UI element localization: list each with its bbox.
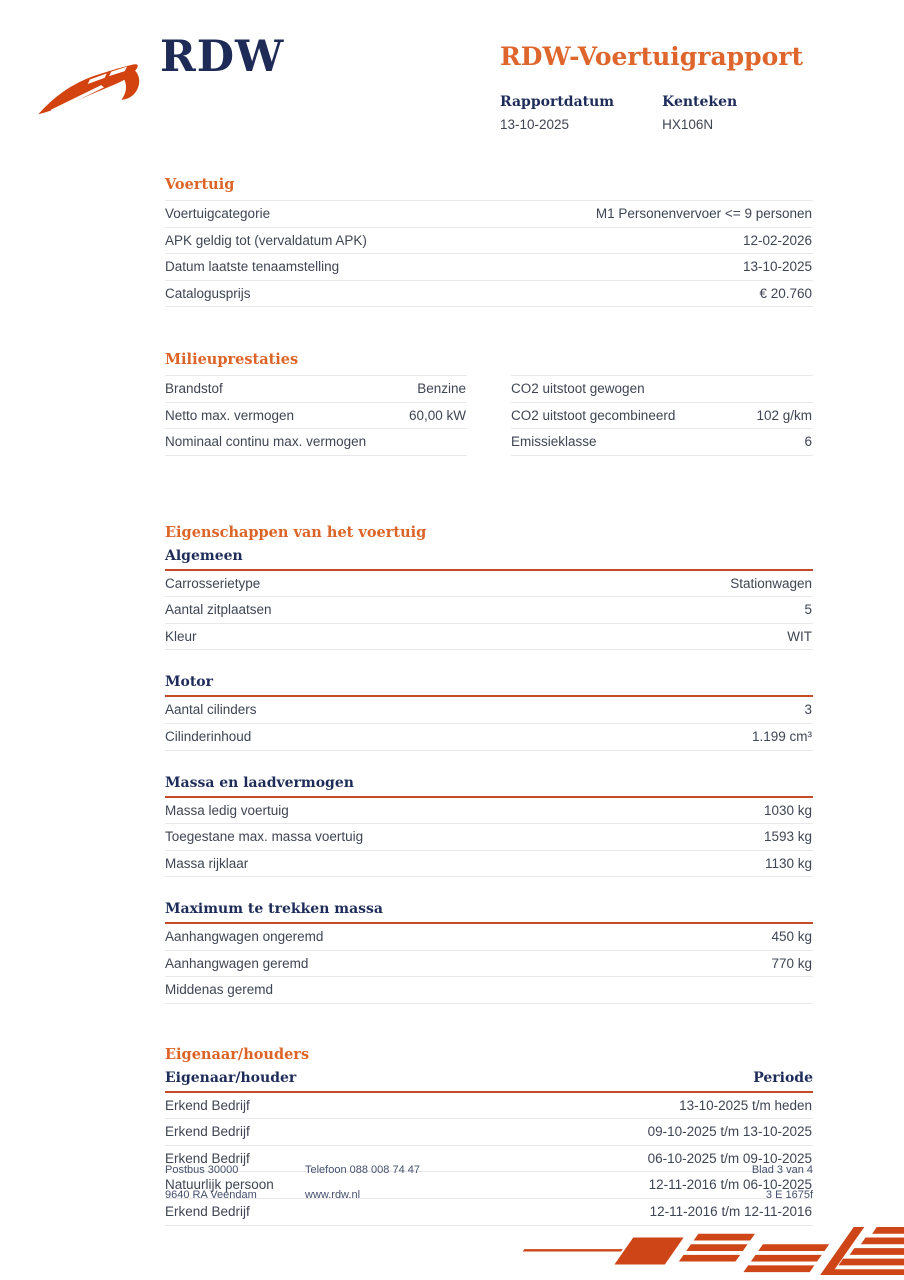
row-label: Erkend Bedrijf xyxy=(165,1124,250,1140)
rdw-speed-stripes-graphic xyxy=(504,1227,904,1280)
section-eigenschappen xyxy=(165,524,813,1004)
row-value: 12-11-2016 t/m 06-10-2025 xyxy=(648,1177,812,1193)
table-row xyxy=(165,597,813,624)
row-label: Aantal zitplaatsen xyxy=(165,602,272,618)
row-value: 770 kg xyxy=(771,955,812,971)
row-label: Natuurlijk persoon xyxy=(165,1177,274,1193)
motor-table xyxy=(165,697,813,750)
table-row xyxy=(165,951,813,978)
row-value: 5 xyxy=(804,602,812,618)
footer-city: 9640 RA Veendam xyxy=(165,1189,257,1201)
table-row xyxy=(165,851,813,878)
massa-table xyxy=(165,798,813,878)
license-plate-value: HX106N xyxy=(662,117,714,132)
footer-phone: Telefoon 088 008 74 47 xyxy=(305,1164,420,1176)
algemeen-table xyxy=(165,571,813,651)
table-row xyxy=(165,281,813,308)
row-label: CO2 uitstoot gewogen xyxy=(511,381,645,397)
row-value: 09-10-2025 t/m 13-10-2025 xyxy=(647,1124,812,1140)
license-plate-block xyxy=(662,94,737,132)
trekken-massa-table xyxy=(165,924,813,1004)
table-row xyxy=(165,924,813,951)
row-label: Middenas geremd xyxy=(165,982,274,998)
milieu-table-left xyxy=(165,375,467,456)
page-footer xyxy=(165,1164,813,1214)
footer-postbus: Postbus 30000 xyxy=(165,1164,239,1176)
row-value: 12-02-2026 xyxy=(742,232,812,248)
row-value: 1593 kg xyxy=(763,829,812,845)
subsection-massa xyxy=(165,775,813,878)
footer-document-code: 3 E 1675f xyxy=(765,1189,813,1201)
rdw-logo-wordmark: RDW xyxy=(160,32,285,82)
table-row xyxy=(165,254,813,281)
subsection-trekken-massa xyxy=(165,901,813,1004)
table-row xyxy=(165,724,813,751)
section-title-milieuprestaties: Milieuprestaties xyxy=(165,351,299,369)
row-label: Voertuigcategorie xyxy=(165,206,271,221)
row-label: Carrosserietype xyxy=(165,575,261,591)
period-column-header: Periode xyxy=(753,1069,813,1086)
row-value: Benzine xyxy=(417,381,466,397)
footer-page-info xyxy=(752,1164,813,1214)
section-title-eigenaar-houders: Eigenaar/houders xyxy=(165,1045,310,1063)
table-row xyxy=(165,1093,813,1120)
section-voertuig xyxy=(165,176,813,307)
subsection-motor xyxy=(165,674,813,750)
subsection-title-algemeen: Algemeen xyxy=(165,548,813,571)
table-row xyxy=(165,403,467,430)
table-row xyxy=(165,228,813,255)
row-value: WIT xyxy=(787,628,812,644)
row-value: 60,00 kW xyxy=(408,407,466,423)
subsection-title-trekken-massa: Maximum te trekken massa xyxy=(165,901,813,924)
owner-table-header xyxy=(165,1070,813,1093)
row-label: Erkend Bedrijf xyxy=(165,1204,250,1220)
table-row xyxy=(165,429,467,456)
report-body xyxy=(165,176,813,1226)
table-row xyxy=(511,403,813,430)
row-value: 1130 kg xyxy=(764,855,812,871)
row-label: Emissieklasse xyxy=(511,434,597,450)
table-row xyxy=(165,1119,813,1146)
section-title-voertuig: Voertuig xyxy=(165,176,235,193)
table-row xyxy=(165,624,813,651)
row-label: CO2 uitstoot gecombineerd xyxy=(511,407,676,423)
row-label: Cilinderinhoud xyxy=(165,729,252,745)
license-plate-label: Kenteken xyxy=(662,94,738,110)
row-value: 3 xyxy=(804,702,812,718)
table-row xyxy=(165,824,813,851)
table-row xyxy=(165,571,813,598)
row-value: M1 Personenvervoer <= 9 personen xyxy=(595,206,812,221)
row-label: Aantal cilinders xyxy=(165,702,257,718)
report-date-label: Rapportdatum xyxy=(500,94,615,110)
row-value: 13-10-2025 xyxy=(742,259,812,275)
row-value: 1.199 cm³ xyxy=(751,729,812,745)
subsection-title-motor: Motor xyxy=(165,674,813,697)
row-label: Netto max. vermogen xyxy=(165,407,295,423)
owner-column-header: Eigenaar/houder xyxy=(165,1069,297,1086)
row-label: Brandstof xyxy=(165,381,223,397)
row-label: Kleur xyxy=(165,628,197,644)
footer-contact xyxy=(305,1164,752,1214)
row-value: € 20.760 xyxy=(759,285,812,301)
table-row xyxy=(511,429,813,456)
footer-address xyxy=(165,1164,305,1214)
footer-page-indicator: Blad 3 van 4 xyxy=(751,1164,813,1176)
table-row xyxy=(165,697,813,724)
row-value: 450 kg xyxy=(771,929,812,945)
table-row xyxy=(511,376,813,403)
page-title: RDW-Voertuigrapport xyxy=(500,42,804,71)
row-label: Nominaal continu max. vermogen xyxy=(165,434,367,450)
row-label: Datum laatste tenaamstelling xyxy=(165,259,340,275)
row-label: APK geldig tot (vervaldatum APK) xyxy=(165,232,367,248)
report-date-block xyxy=(500,94,614,132)
subsection-title-massa: Massa en laadvermogen xyxy=(165,775,813,798)
row-value: 13-10-2025 t/m heden xyxy=(679,1097,812,1113)
section-title-eigenschappen: Eigenschappen van het voertuig xyxy=(165,523,427,541)
row-value: 102 g/km xyxy=(756,407,812,423)
voertuig-table xyxy=(165,200,813,307)
row-value: Stationwagen xyxy=(730,575,812,591)
section-milieuprestaties xyxy=(165,351,813,456)
report-date-value: 13-10-2025 xyxy=(500,117,570,132)
rdw-logo-feather-icon xyxy=(36,50,154,123)
milieu-table-right xyxy=(511,375,813,456)
row-value: 12-11-2016 t/m 12-11-2016 xyxy=(649,1204,812,1220)
row-label: Erkend Bedrijf xyxy=(165,1097,250,1113)
row-label: Massa ledig voertuig xyxy=(165,802,289,818)
row-value: 06-10-2025 t/m 09-10-2025 xyxy=(647,1150,812,1166)
table-row xyxy=(165,201,813,228)
table-row xyxy=(165,376,467,403)
row-label: Catalogusprijs xyxy=(165,285,251,301)
row-label: Toegestane max. massa voertuig xyxy=(165,829,364,845)
subsection-algemeen xyxy=(165,548,813,651)
row-value: 1030 kg xyxy=(763,802,812,818)
footer-website: www.rdw.nl xyxy=(305,1189,361,1201)
row-label: Aanhangwagen ongeremd xyxy=(165,929,324,945)
row-label: Massa rijklaar xyxy=(165,855,249,871)
table-row xyxy=(165,977,813,1004)
table-row xyxy=(165,798,813,825)
row-label: Aanhangwagen geremd xyxy=(165,955,309,971)
row-label: Erkend Bedrijf xyxy=(165,1150,250,1166)
report-header xyxy=(500,42,830,132)
row-value: 6 xyxy=(804,434,812,450)
